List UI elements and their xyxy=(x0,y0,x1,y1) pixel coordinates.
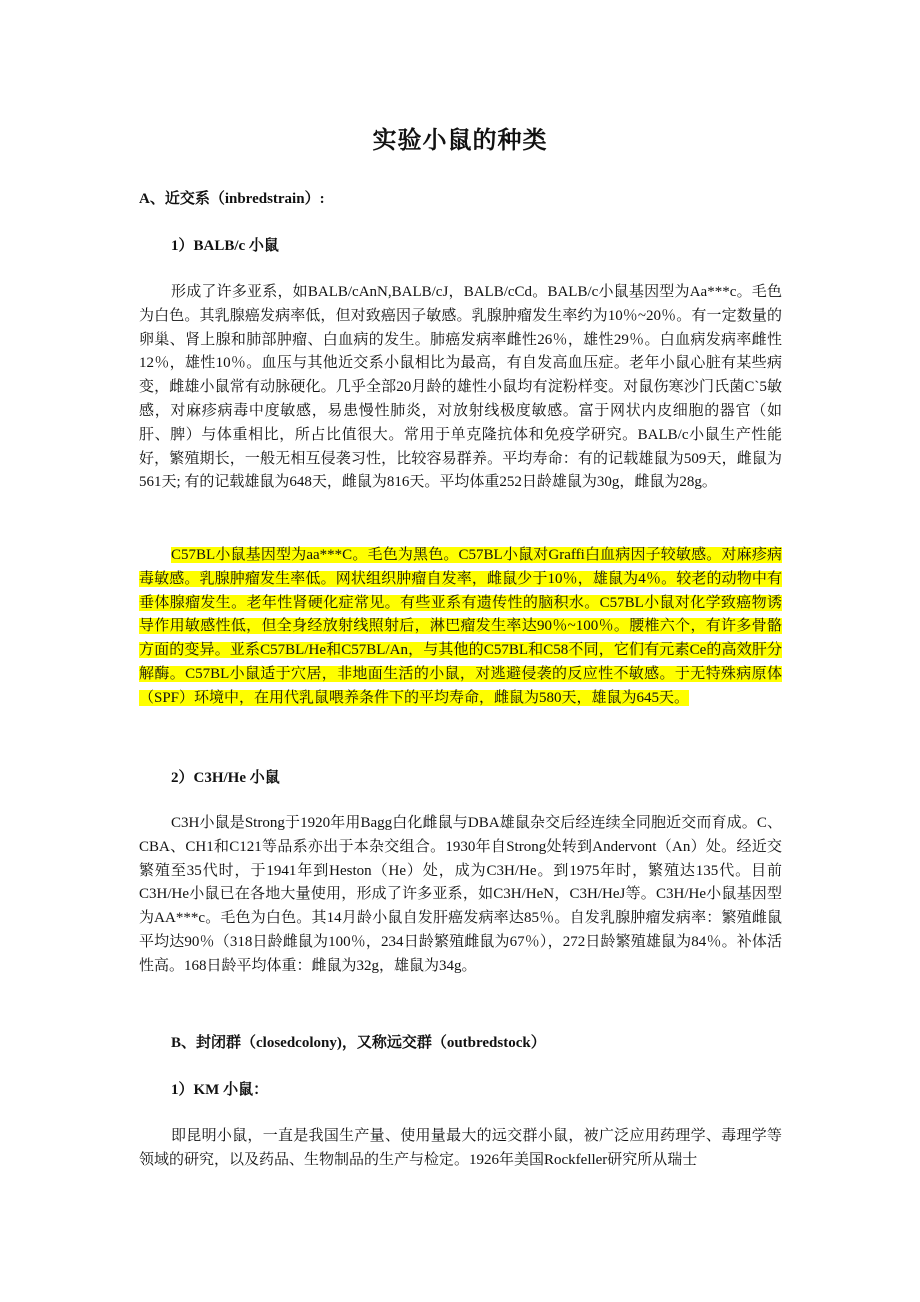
document-title: 实验小鼠的种类 xyxy=(372,128,548,154)
c3h-heading: 2）C3H/He 小鼠 xyxy=(171,770,280,786)
section-b-heading: B、封闭群（closedcolony)，又称远交群（outbredstock） xyxy=(171,1035,546,1051)
c3h-paragraph: C3H小鼠是Strong于1920年用Bagg白化雌鼠与DBA雄鼠杂交后经连续全同胞近交而育成。C、CBA、CH1和C121等品系亦出于本杂交组合。1930年自Strong处转到Andervont（An）处。经近交繁殖至35代时，于1941年到Heston（He）处，成为C3H/He。到1975年时，繁殖达135代。目前C3H/He小鼠已在各地大量使用，形成了许多亚系，如C3H/HeN，C3H/HeJ等。C3H/He小鼠基因型为AA***c。毛色为白色。其14月龄小鼠自发肝癌发病率达85％。自发乳腺肿瘤发病率：繁殖雌鼠平均达90％（318日龄雌鼠为100％，234日龄繁殖雌鼠为67％），272日龄繁殖雄鼠为84％。补体活性高。168日龄平均体重：雌鼠为32g，雄鼠为34g。 xyxy=(139,815,782,974)
section-a-heading: A、近交系（inbredstrain）: xyxy=(139,191,325,207)
balbc-paragraph: 形成了许多亚系，如BALB/cAnN,BALB/cJ，BALB/cCd。BALB/c小鼠基因型为Aa***c。毛色为白色。其乳腺癌发病率低，但对致癌因子敏感。乳腺肿瘤发生率约为10％~20％。有一定数量的卵巢、肾上腺和肺部肿瘤、白血病的发生。肺癌发病率雌性26％，雄性29％。白血病发病率雌性12％，雄性10％。血压与其他近交系小鼠相比为最高，有自发高血压症。老年小鼠心脏有某些病变，雌雄小鼠常有动脉硬化。几乎全部20月龄的雄性小鼠均有淀粉样变。对鼠伤寒沙门氏菌C`5敏感，对麻疹病毒中度敏感，易患慢性肺炎，对放射线极度敏感。富于网状内皮细胞的器官（如肝、脾）与体重相比，所占比值很大。常用于单克隆抗体和免疫学研究。BALB/c小鼠生产性能好，繁殖期长，一般无相互侵袭习性，比较容易群养。平均寿命：有的记载雄鼠为509天，雌鼠为561天; 有的记载雄鼠为648天，雌鼠为816天。平均体重252日龄雄鼠为30g，雌鼠为28g。 xyxy=(139,284,782,491)
km-heading: 1）KM 小鼠： xyxy=(171,1082,269,1098)
balbc-heading: 1）BALB/c 小鼠 xyxy=(171,238,279,254)
c57bl-highlighted-text: C57BL小鼠基因型为aa***C。毛色为黑色。C57BL小鼠对Graffi白血病因子较敏感。对麻疹病毒敏感。乳腺肿瘤发生率低。网状组织肿瘤自发率，雌鼠少于10％，雄鼠为4％。较老的动物中有垂体腺瘤发生。老年性肾硬化症常见。有些亚系有遗传性的脑积水。C57BL小鼠对化学致癌物诱导作用敏感性低，但全身经放射线照射后，淋巴瘤发生率达90％~100％。腰椎六个，有许多骨骼方面的变异。亚系C57BL/He和C57BL/An，与其他的C57BL和C58不同，它们有元素Ce的高效肝分解酶。C57BL小鼠适于穴居，非地面生活的小鼠，对逃避侵袭的反应性不敏感。于无特殊病原体（SPF）环境中，在用代乳鼠喂养条件下的平均寿命，雌鼠为580天，雄鼠为645天。 xyxy=(139,547,782,706)
km-paragraph: 即昆明小鼠，一直是我国生产量、使用量最大的远交群小鼠，被广泛应用药理学、毒理学等领域的研究，以及药品、生物制品的生产与检定。1926年美国Rockfeller研究所从瑞士 xyxy=(139,1128,782,1168)
c57bl-paragraph xyxy=(139,544,782,711)
